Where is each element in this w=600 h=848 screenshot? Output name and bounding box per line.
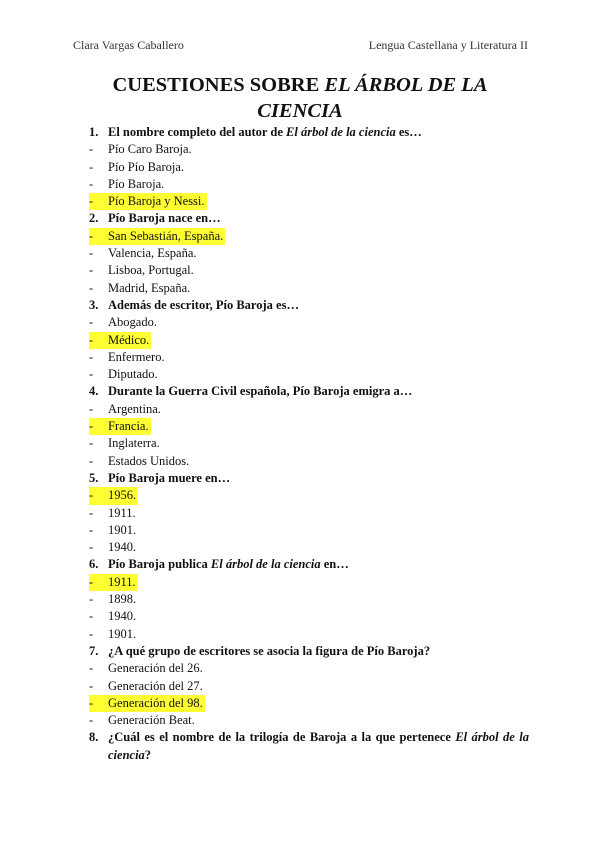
answer-option bbox=[89, 608, 529, 625]
header-author: Clara Vargas Caballero bbox=[73, 38, 184, 52]
question-text-italic: El árbol de la ciencia bbox=[286, 125, 396, 139]
answer-option bbox=[89, 366, 529, 383]
answer-option-highlighted bbox=[89, 193, 207, 210]
option-text: Pío Caro Baroja. bbox=[108, 142, 192, 157]
option-text: Abogado. bbox=[108, 315, 157, 330]
answer-option bbox=[89, 159, 529, 176]
option-text: Generación del 98. bbox=[108, 695, 203, 710]
option-text: Pío Baroja y Nessi. bbox=[108, 194, 205, 209]
option-bullet: - bbox=[89, 488, 94, 503]
question-number: 7. bbox=[89, 643, 99, 658]
option-text: 1911. bbox=[108, 574, 136, 589]
answer-option bbox=[89, 505, 529, 522]
option-bullet: - bbox=[89, 349, 94, 364]
answer-option bbox=[89, 453, 529, 470]
option-text: 1940. bbox=[108, 540, 137, 555]
question-number: 3. bbox=[89, 297, 99, 312]
option-text: Generación del 27. bbox=[108, 678, 203, 693]
question-text bbox=[108, 383, 529, 400]
answer-option bbox=[89, 539, 529, 556]
option-bullet: - bbox=[89, 540, 94, 555]
question-8 bbox=[89, 729, 529, 764]
answer-option bbox=[89, 678, 529, 695]
question-text bbox=[108, 297, 529, 314]
question-text-main: Además de escritor, Pío Baroja es… bbox=[108, 297, 299, 312]
question-text bbox=[108, 729, 529, 764]
question-5 bbox=[89, 470, 529, 487]
question-text-italic: El árbol de la ciencia bbox=[210, 557, 321, 572]
title-italic: EL ÁRBOL DE LA CIENCIA bbox=[257, 74, 488, 122]
question-3 bbox=[89, 297, 529, 314]
question-text-end: en… bbox=[320, 557, 349, 572]
question-text-main: ¿Cuál es el nombre de la trilogía de Baroja a la que pertenece bbox=[108, 730, 456, 745]
option-bullet: - bbox=[89, 453, 94, 468]
answer-option-highlighted bbox=[89, 228, 225, 245]
option-text: 1901. bbox=[108, 626, 137, 641]
option-bullet: - bbox=[89, 367, 94, 382]
question-1 bbox=[89, 124, 529, 141]
page-title bbox=[70, 72, 530, 124]
option-text: Valencia, España. bbox=[108, 246, 197, 261]
question-text-main: Durante la Guerra Civil española, Pío Baroja emigra a… bbox=[108, 384, 413, 399]
option-bullet: - bbox=[89, 592, 94, 607]
option-bullet: - bbox=[89, 609, 94, 624]
option-bullet: - bbox=[89, 228, 94, 243]
option-text: Lisboa, Portugal. bbox=[108, 263, 194, 278]
question-6 bbox=[89, 556, 529, 573]
option-text: Enfermero. bbox=[108, 349, 165, 364]
option-text: Pío Pío Baroja. bbox=[108, 159, 185, 174]
question-4 bbox=[89, 383, 529, 400]
option-text: 1911. bbox=[108, 505, 136, 520]
option-text: Generación Beat. bbox=[108, 713, 195, 728]
answer-option bbox=[89, 712, 529, 729]
question-text-italic: El árbol de la ciencia bbox=[108, 730, 530, 762]
option-bullet: - bbox=[89, 522, 94, 537]
option-text: 1940. bbox=[108, 609, 137, 624]
question-number: 4. bbox=[89, 384, 99, 399]
answer-option-highlighted bbox=[89, 332, 151, 349]
question-text-end: es… bbox=[395, 125, 422, 139]
question-text bbox=[108, 470, 529, 487]
option-text: Estados Unidos. bbox=[108, 453, 190, 468]
question-7 bbox=[89, 643, 529, 660]
option-bullet: - bbox=[89, 678, 94, 693]
answer-option bbox=[89, 626, 529, 643]
question-text-end: ? bbox=[144, 747, 152, 762]
question-text bbox=[108, 556, 529, 573]
option-text: Francia. bbox=[108, 419, 149, 434]
option-text: Diputado. bbox=[108, 367, 158, 382]
question-text bbox=[108, 210, 529, 227]
option-text: Pío Baroja. bbox=[108, 176, 165, 191]
answer-option bbox=[89, 591, 529, 608]
question-text-main: Pío Baroja publica bbox=[108, 557, 211, 572]
answer-option bbox=[89, 262, 529, 279]
answer-option bbox=[89, 176, 529, 193]
question-text-main: ¿A qué grupo de escritores se asocia la figura de Pío Baroja? bbox=[108, 643, 431, 658]
option-bullet: - bbox=[89, 332, 94, 347]
option-text: Argentina. bbox=[108, 401, 161, 416]
option-text: San Sebastián, España. bbox=[108, 228, 224, 243]
option-text: 1901. bbox=[108, 522, 137, 537]
question-text-main: Pío Baroja muere en… bbox=[108, 470, 231, 485]
question-number: 8. bbox=[89, 730, 99, 745]
question-number: 1. bbox=[89, 125, 99, 139]
question-number: 2. bbox=[89, 211, 99, 226]
question-text bbox=[108, 124, 529, 141]
title-prefix: CUESTIONES SOBRE bbox=[112, 74, 325, 96]
option-text: 1898. bbox=[108, 592, 137, 607]
option-text: Inglaterra. bbox=[108, 436, 160, 451]
option-text: Generación del 26. bbox=[108, 661, 203, 676]
option-bullet: - bbox=[89, 505, 94, 520]
option-bullet: - bbox=[89, 246, 94, 261]
option-text: 1956. bbox=[108, 488, 137, 503]
question-number: 6. bbox=[89, 557, 99, 572]
question-2 bbox=[89, 210, 529, 227]
question-text-main: Pío Baroja nace en… bbox=[108, 211, 221, 226]
option-bullet: - bbox=[89, 142, 94, 157]
answer-option bbox=[89, 349, 529, 366]
answer-option-highlighted bbox=[89, 487, 138, 504]
answer-option bbox=[89, 401, 529, 418]
option-bullet: - bbox=[89, 315, 94, 330]
option-bullet: - bbox=[89, 626, 94, 641]
option-bullet: - bbox=[89, 280, 94, 295]
option-bullet: - bbox=[89, 401, 94, 416]
option-bullet: - bbox=[89, 176, 94, 191]
answer-option bbox=[89, 280, 529, 297]
option-bullet: - bbox=[89, 419, 94, 434]
question-text bbox=[108, 643, 529, 660]
answer-option bbox=[89, 522, 529, 539]
option-bullet: - bbox=[89, 661, 94, 676]
option-text: Madrid, España. bbox=[108, 280, 191, 295]
answer-option-highlighted bbox=[89, 695, 205, 712]
option-text: Médico. bbox=[108, 332, 150, 347]
option-bullet: - bbox=[89, 263, 94, 278]
question-number: 5. bbox=[89, 470, 99, 485]
answer-option bbox=[89, 245, 529, 262]
answer-option bbox=[89, 141, 529, 158]
option-bullet: - bbox=[89, 695, 94, 710]
header-subject: Lengua Castellana y Literatura II bbox=[368, 38, 528, 52]
question-text-main: El nombre completo del autor de bbox=[108, 125, 287, 139]
answer-option bbox=[89, 435, 529, 452]
answer-option bbox=[89, 660, 529, 677]
option-bullet: - bbox=[89, 194, 94, 209]
option-bullet: - bbox=[89, 574, 94, 589]
answer-option-highlighted bbox=[89, 418, 151, 435]
option-bullet: - bbox=[89, 159, 94, 174]
answer-option-highlighted bbox=[89, 574, 138, 591]
page-header bbox=[73, 38, 528, 53]
option-bullet: - bbox=[89, 713, 94, 728]
question-list bbox=[89, 124, 529, 764]
answer-option bbox=[89, 314, 529, 331]
option-bullet: - bbox=[89, 436, 94, 451]
